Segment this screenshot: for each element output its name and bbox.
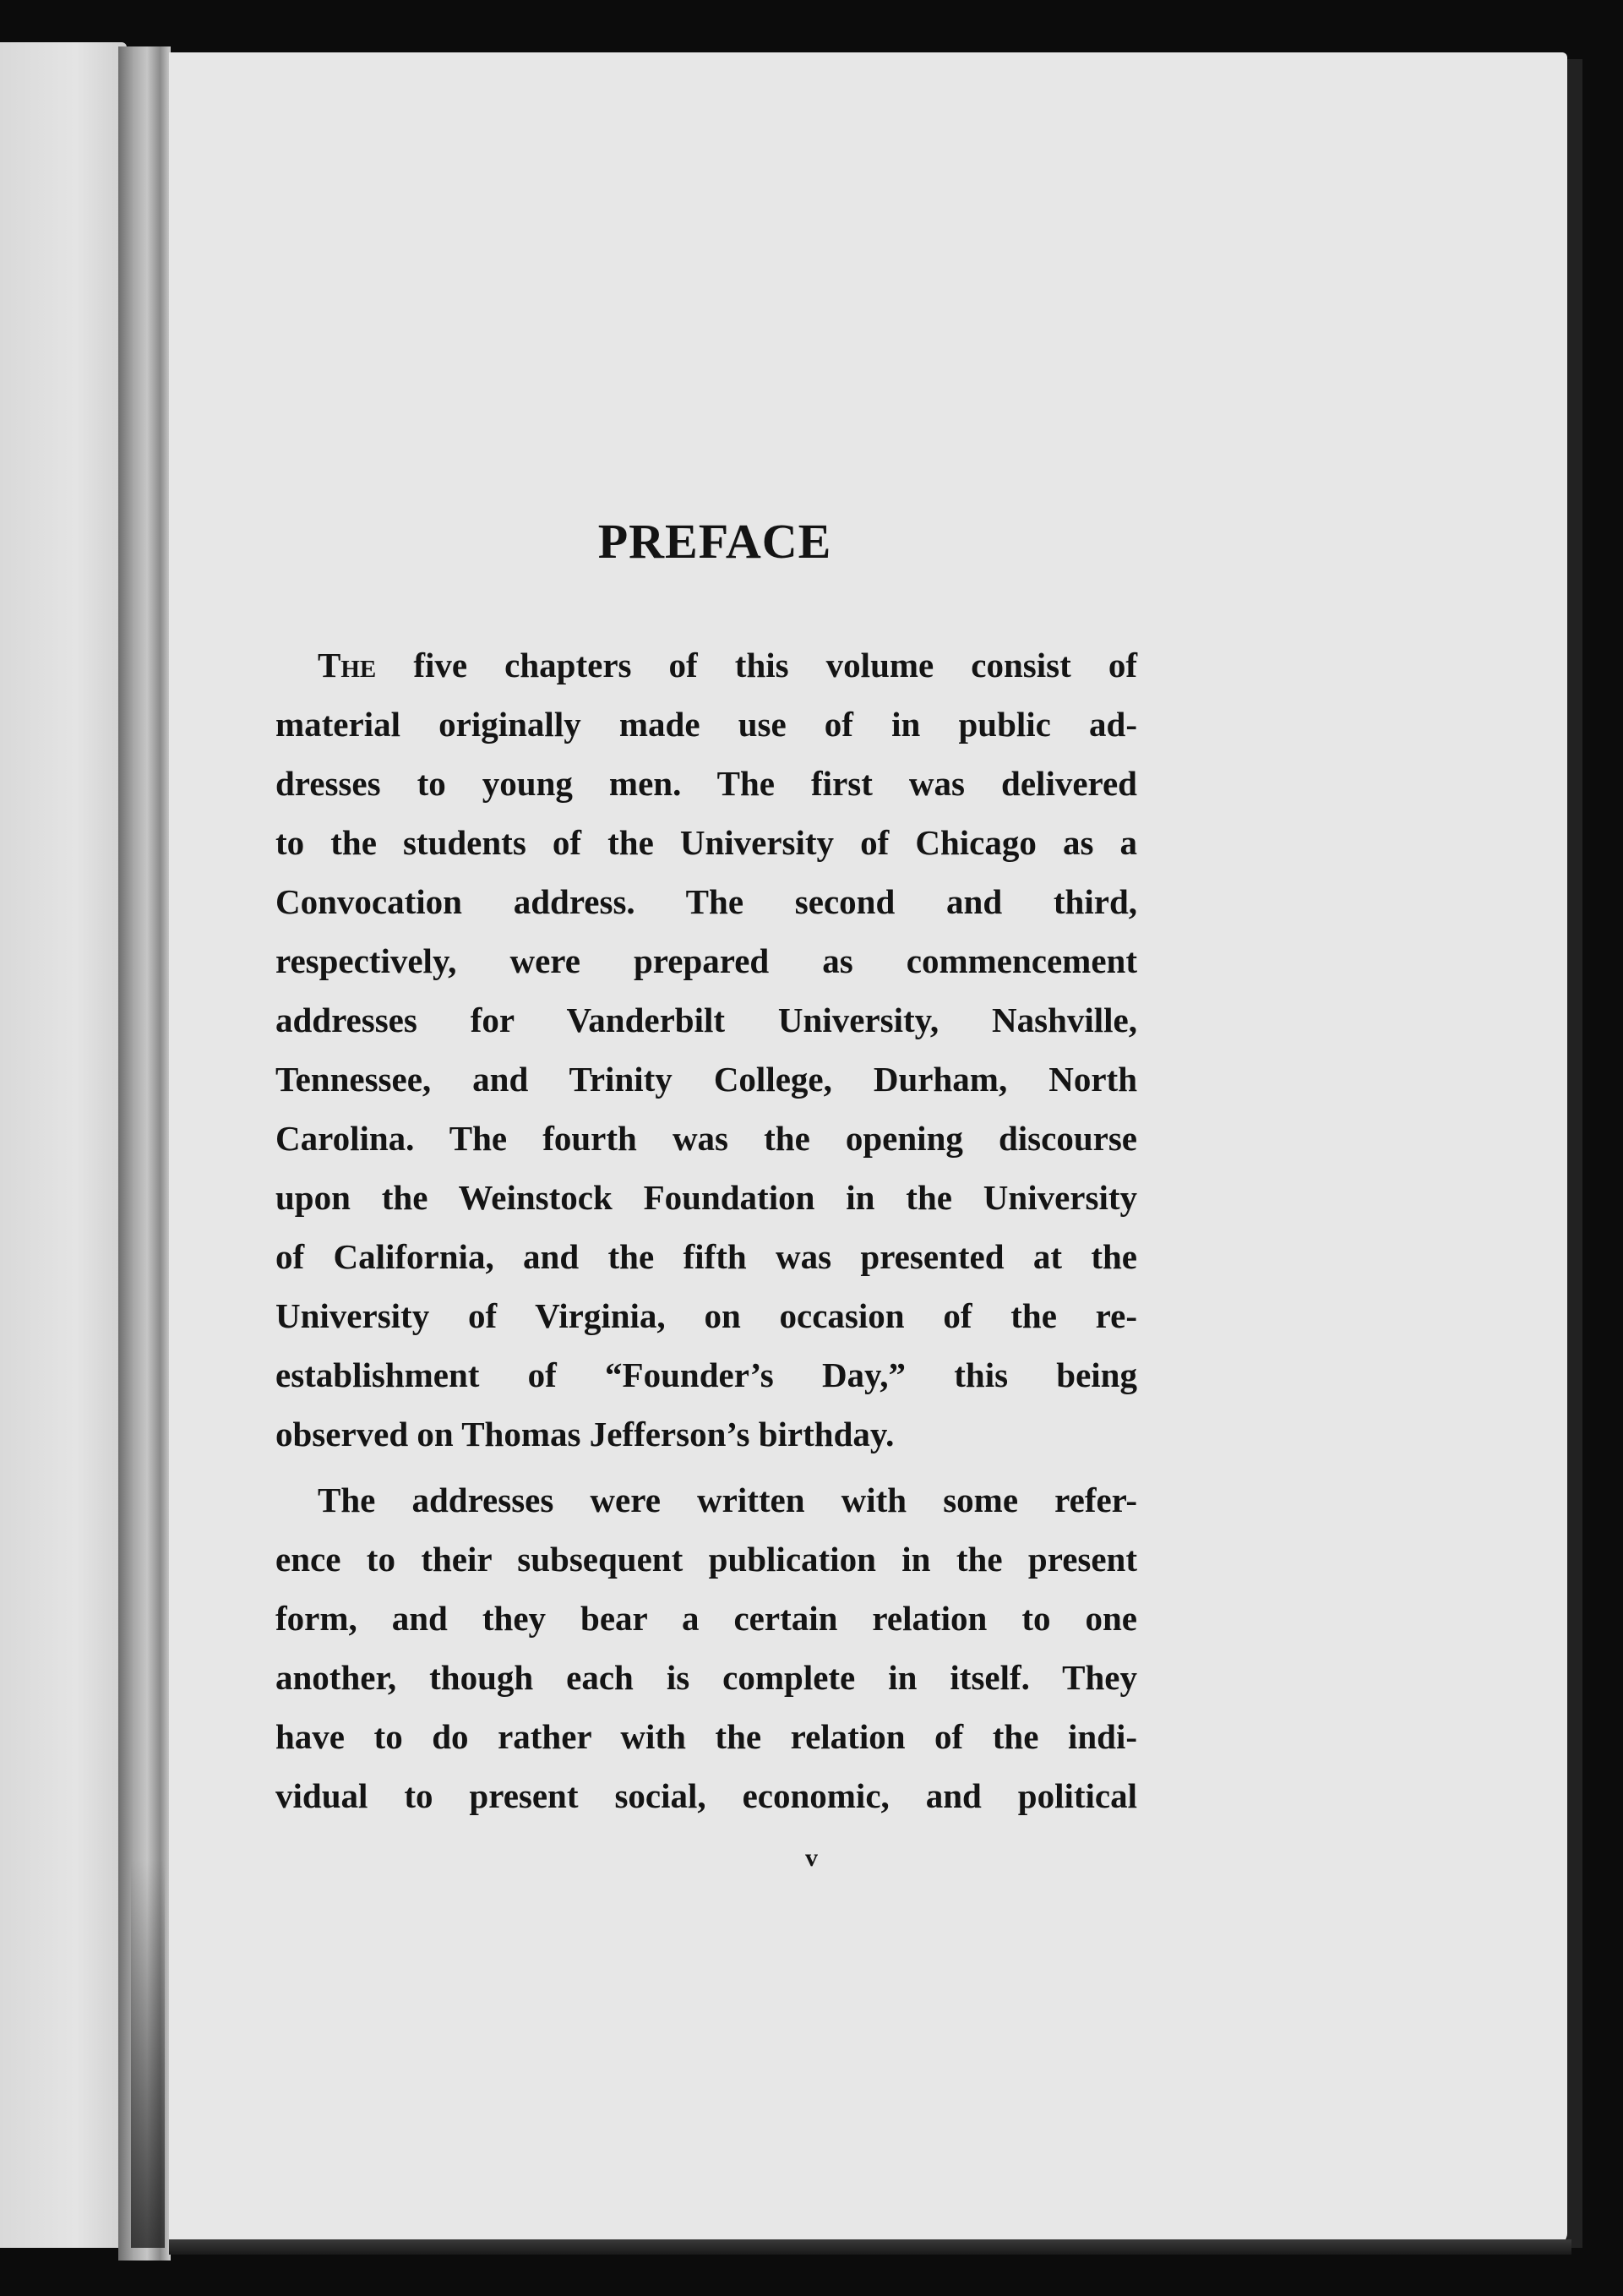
text-line: Convocation address. The second and third, xyxy=(275,882,1137,921)
text-line: The addresses were written with some refer- xyxy=(318,1481,1137,1519)
text-line: form, and they bear a certain relation to one xyxy=(275,1599,1137,1638)
page-title: PREFACE xyxy=(597,514,832,569)
text-line: addresses for Vanderbilt University, Nashville, xyxy=(275,1001,1137,1039)
text-line: material originally made use of in public ad- xyxy=(275,705,1137,744)
text-line: respectively, were prepared as commencement xyxy=(275,941,1137,980)
text-line: dresses to young men. The first was delivered xyxy=(275,764,1137,803)
text-line: of California, and the fifth was presented at the xyxy=(275,1237,1137,1276)
text-line: observed on Thomas Jefferson’s birthday. xyxy=(275,1415,895,1453)
line-text: five chapters of this volume consist of xyxy=(413,646,1137,684)
text-line: ence to their subsequent publication in the present xyxy=(275,1540,1137,1579)
page-bottom-edge xyxy=(169,2239,1571,2255)
text-line xyxy=(275,635,1137,695)
paragraph-1 xyxy=(275,635,1137,1464)
facing-page-edge xyxy=(0,42,127,2248)
page-text xyxy=(275,514,1137,1825)
text-line: Tennessee, and Trinity College, Durham, North xyxy=(275,1060,1137,1099)
text-line: Carolina. The fourth was the opening discourse xyxy=(275,1119,1137,1158)
text-line: University of Virginia, on occasion of the re- xyxy=(275,1296,1137,1335)
text-line: establishment of “Founder’s Day,” this being xyxy=(275,1355,1137,1394)
paragraph-2 xyxy=(275,1470,1137,1825)
text-line: vidual to present social, economic, and political xyxy=(275,1776,1137,1815)
gutter-shadow xyxy=(131,1859,165,2248)
text-line: have to do rather with the relation of the indi- xyxy=(275,1717,1137,1756)
page-right-edge xyxy=(1567,59,1582,2248)
page-number: v xyxy=(805,1844,818,1872)
text-line: to the students of the University of Chicago as a xyxy=(275,823,1137,862)
text-line: another, though each is complete in itself. They xyxy=(275,1658,1137,1697)
drop-word: The xyxy=(318,646,377,684)
text-line: upon the Weinstock Foundation in the University xyxy=(275,1178,1137,1217)
